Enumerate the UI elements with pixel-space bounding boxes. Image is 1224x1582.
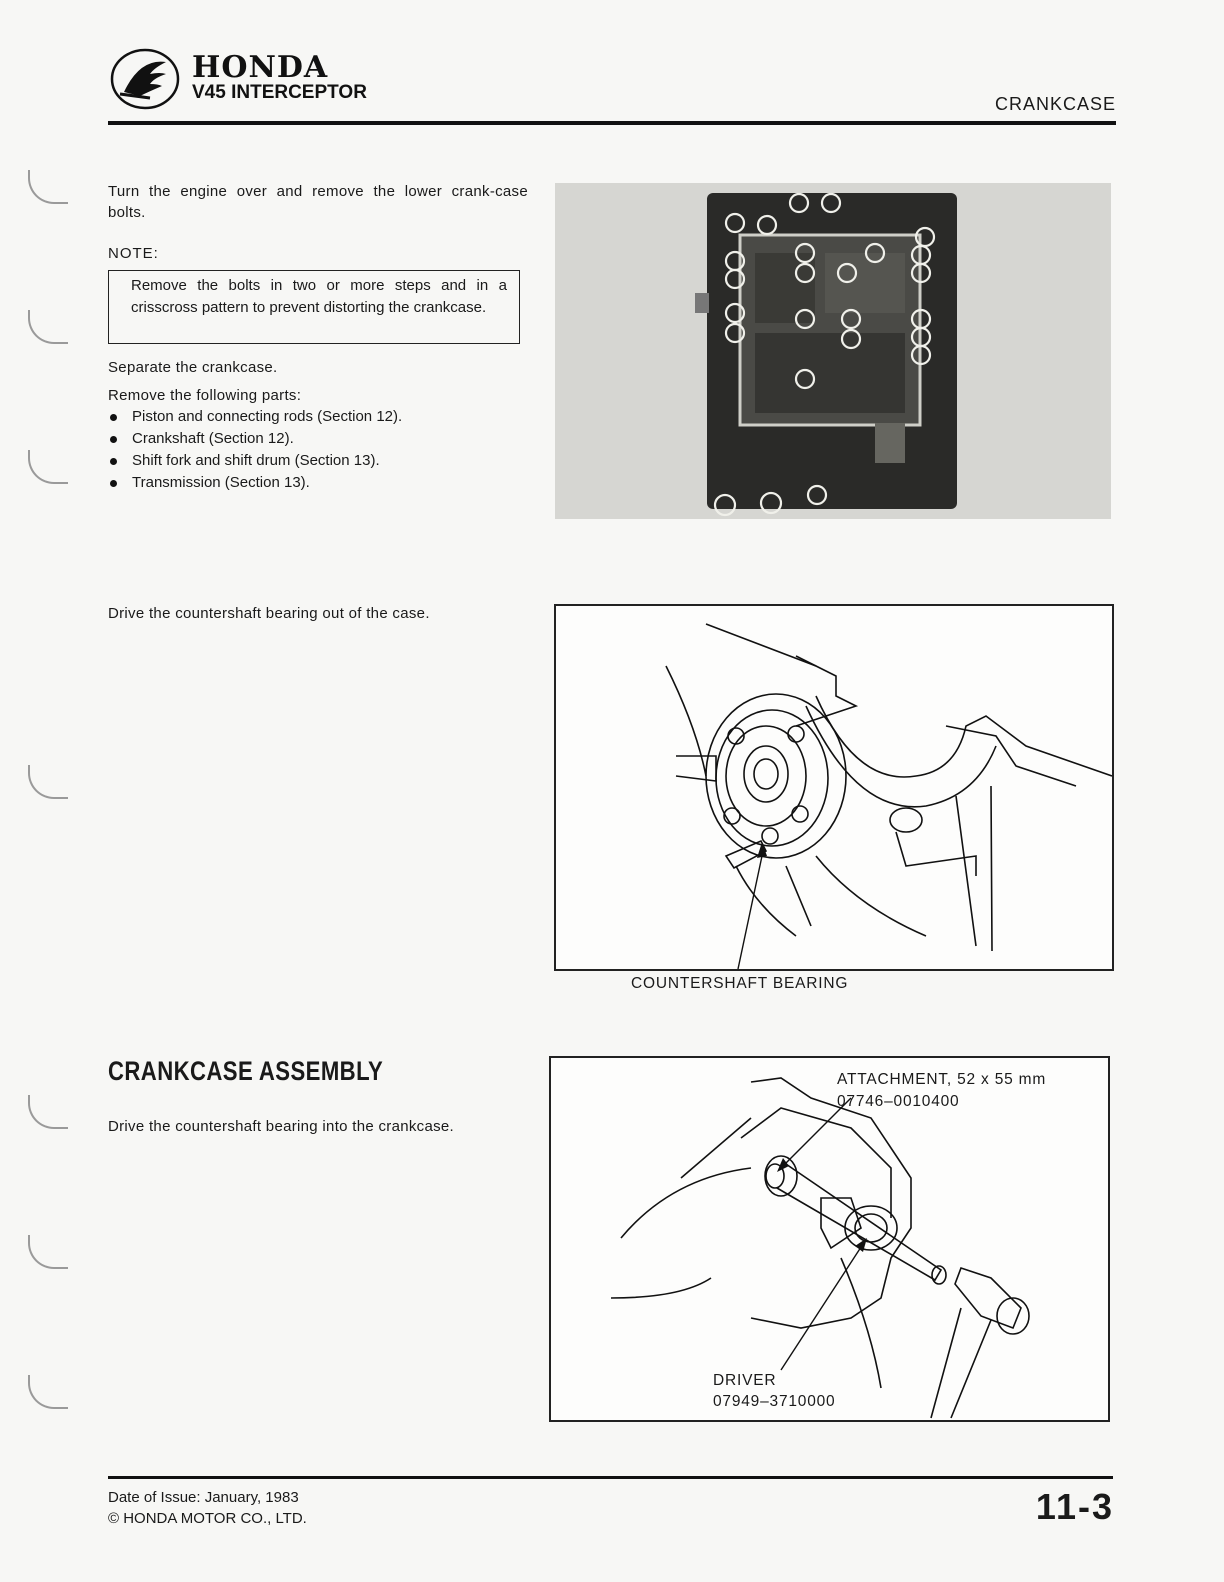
separate-text: Separate the crankcase. xyxy=(108,359,278,376)
list-item: Transmission (Section 13). xyxy=(108,472,528,494)
model-name: V45 INTERCEPTOR xyxy=(192,82,367,103)
attachment-label: ATTACHMENT, 52 x 55 mm xyxy=(837,1071,1047,1088)
note-box: Remove the bolts in two or more steps and in a crisscross pattern to prevent distorting the crankcase. xyxy=(108,270,520,344)
assembly-instruction: Drive the countershaft bearing into the crankcase. xyxy=(108,1118,455,1135)
intro-text: Turn the engine over and remove the lower crank-case bolts. xyxy=(108,183,528,221)
binder-hole xyxy=(28,450,68,484)
parts-list xyxy=(108,406,528,494)
crankcase-bolts-photo xyxy=(555,183,1111,519)
bearing-removal-instruction: Drive the countershaft bearing out of the case. xyxy=(108,605,430,622)
footer-rule xyxy=(108,1476,1113,1479)
driver-label: DRIVER xyxy=(713,1372,777,1389)
binder-hole xyxy=(28,170,68,204)
binder-hole xyxy=(28,1235,68,1269)
list-item: Crankshaft (Section 12). xyxy=(108,428,528,450)
binder-hole xyxy=(28,310,68,344)
list-item: Piston and connecting rods (Section 12). xyxy=(108,406,528,428)
section-heading: CRANKCASE ASSEMBLY xyxy=(108,1056,384,1086)
note-label: NOTE: xyxy=(108,245,159,262)
driver-part-number: 07949–3710000 xyxy=(713,1393,836,1410)
copyright: © HONDA MOTOR CO., LTD. xyxy=(108,1510,307,1527)
list-item: Shift fork and shift drum (Section 13). xyxy=(108,450,528,472)
honda-wing-logo-icon xyxy=(110,48,180,110)
bearing-installation-figure xyxy=(549,1056,1110,1422)
binder-hole xyxy=(28,1095,68,1129)
brand-name: HONDA xyxy=(192,50,329,85)
countershaft-bearing-figure xyxy=(554,604,1114,971)
binder-hole xyxy=(28,1375,68,1409)
date-of-issue: Date of Issue: January, 1983 xyxy=(108,1489,299,1506)
section-title: CRANKCASE xyxy=(994,94,1116,114)
binder-hole xyxy=(28,765,68,799)
remove-intro: Remove the following parts: xyxy=(108,387,302,404)
header-rule xyxy=(108,121,1116,125)
page-number: 11-3 xyxy=(1035,1486,1114,1527)
countershaft-bearing-label: COUNTERSHAFT BEARING xyxy=(631,975,849,992)
attachment-part-number: 07746–0010400 xyxy=(837,1093,960,1110)
